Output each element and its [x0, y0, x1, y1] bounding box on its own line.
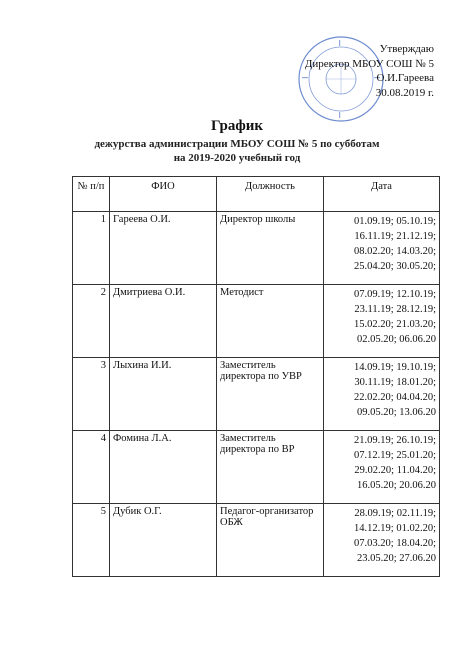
cell-position: Педагог-организатор ОБЖ — [217, 504, 324, 577]
approval-line-1: Утверждаю — [379, 43, 434, 55]
table-header-row — [73, 177, 440, 212]
approval-line-4: 30.08.2019 г. — [375, 86, 434, 99]
table-row — [73, 285, 440, 358]
document-subtitle — [0, 138, 474, 165]
cell-num: 1 — [73, 212, 110, 285]
cell-dates: 14.09.19; 19.10.19; 30.11.19; 18.01.20; 22.02.20; 04.04.20; 09.05.20; 13.06.20 — [324, 358, 440, 431]
cell-fio: Дубик О.Г. — [110, 504, 217, 577]
table-row — [73, 504, 440, 577]
subtitle-line-1: дежурства администрации МБОУ СОШ № 5 по субботам — [94, 138, 380, 150]
col-header-num: № п/п — [73, 177, 110, 212]
approval-line-3: О.И.Гареева — [376, 72, 434, 84]
cell-position: Директор школы — [217, 212, 324, 285]
cell-num: 5 — [73, 504, 110, 577]
subtitle-line-2: на 2019-2020 учебный год — [173, 151, 301, 164]
cell-fio: Лыхина И.И. — [110, 358, 217, 431]
cell-position: Заместитель директора по ВР — [217, 431, 324, 504]
cell-position: Методист — [217, 285, 324, 358]
table-row — [73, 358, 440, 431]
cell-position: Заместитель директора по УВР — [217, 358, 324, 431]
cell-fio: Дмитриева О.И. — [110, 285, 217, 358]
duty-schedule-table — [72, 176, 440, 577]
cell-dates: 28.09.19; 02.11.19; 14.12.19; 01.02.20; 07.03.20; 18.04.20; 23.05.20; 27.06.20 — [324, 504, 440, 577]
document-title: График — [210, 118, 264, 134]
table-row — [73, 212, 440, 285]
cell-num: 4 — [73, 431, 110, 504]
cell-dates: 21.09.19; 26.10.19; 07.12.19; 25.01.20; 29.02.20; 11.04.20; 16.05.20; 20.06.20 — [324, 431, 440, 504]
cell-fio: Фомина Л.А. — [110, 431, 217, 504]
col-header-fio: ФИО — [110, 177, 217, 212]
approval-line-2: Директор МБОУ СОШ № 5 — [304, 57, 434, 70]
approval-block — [305, 42, 434, 100]
table-row — [73, 431, 440, 504]
cell-num: 3 — [73, 358, 110, 431]
col-header-position: Должность — [217, 177, 324, 212]
cell-fio: Гареева О.И. — [110, 212, 217, 285]
col-header-dates: Дата — [324, 177, 440, 212]
cell-dates: 01.09.19; 05.10.19; 16.11.19; 21.12.19; 08.02.20; 14.03.20; 25.04.20; 30.05.20; — [324, 212, 440, 285]
cell-num: 2 — [73, 285, 110, 358]
cell-dates: 07.09.19; 12.10.19; 23.11.19; 28.12.19; 15.02.20; 21.03.20; 02.05.20; 06.06.20 — [324, 285, 440, 358]
